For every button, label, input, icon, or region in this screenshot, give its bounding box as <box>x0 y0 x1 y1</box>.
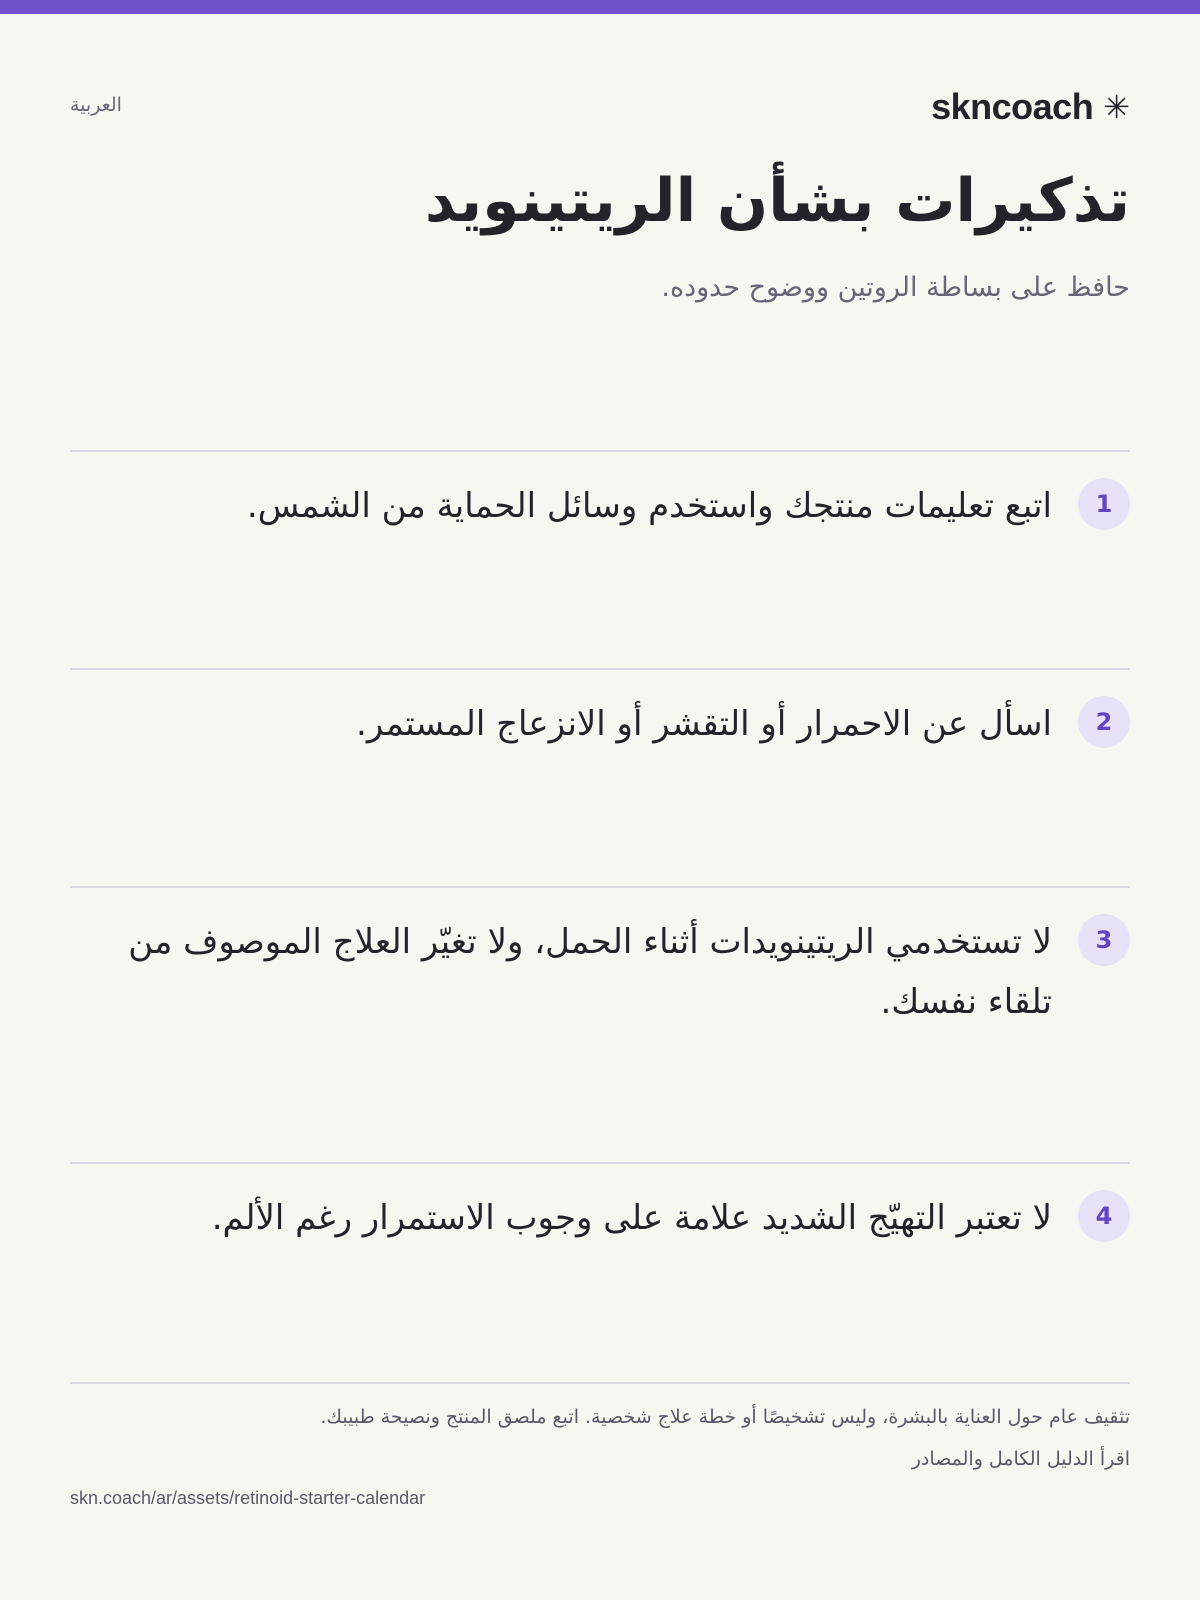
reminder-text: لا تعتبر التهيّج الشديد علامة على وجوب الاستمرار رغم الألم. <box>211 1198 1052 1238</box>
brand-logo[interactable] <box>931 86 1130 128</box>
top-accent-bar <box>0 0 1200 14</box>
step-number-badge: 2 <box>1078 696 1130 748</box>
footer <box>70 1382 1130 1509</box>
step-number-badge: 1 <box>1078 478 1130 530</box>
list-item <box>70 886 1130 1032</box>
asterisk-icon: ✳ <box>1103 88 1130 126</box>
reminder-text: اتبع تعليمات منتجك واستخدم وسائل الحماية من الشمس. <box>246 486 1052 526</box>
brand-name: skncoach <box>931 86 1094 127</box>
language-label[interactable]: العربية <box>70 94 122 116</box>
step-number-badge: 4 <box>1078 1190 1130 1242</box>
list-item <box>70 450 1130 536</box>
read-guide-link[interactable]: اقرأ الدليل الكامل والمصادر <box>911 1448 1130 1470</box>
page-subtitle: حافظ على بساطة الروتين ووضوح حدوده. <box>661 272 1130 303</box>
disclaimer-text: تثقيف عام حول العناية بالبشرة، وليس تشخيصًا أو خطة علاج شخصية. اتبع ملصق المنتج ونصيحة طبيبك. <box>320 1406 1130 1428</box>
page-title: تذكيرات بشأن الريتينويد <box>424 166 1130 236</box>
source-url: skn.coach/ar/assets/retinoid-starter-calendar <box>70 1488 426 1508</box>
list-item <box>70 1162 1130 1248</box>
reminder-text: لا تستخدمي الريتينويدات أثناء الحمل، ولا تغيّر العلاج الموصوف من تلقاء نفسك. <box>128 922 1052 1022</box>
step-number-badge: 3 <box>1078 914 1130 966</box>
list-item <box>70 668 1130 754</box>
reminder-text: اسأل عن الاحمرار أو التقشر أو الانزعاج المستمر. <box>356 704 1052 744</box>
header <box>70 86 1130 132</box>
